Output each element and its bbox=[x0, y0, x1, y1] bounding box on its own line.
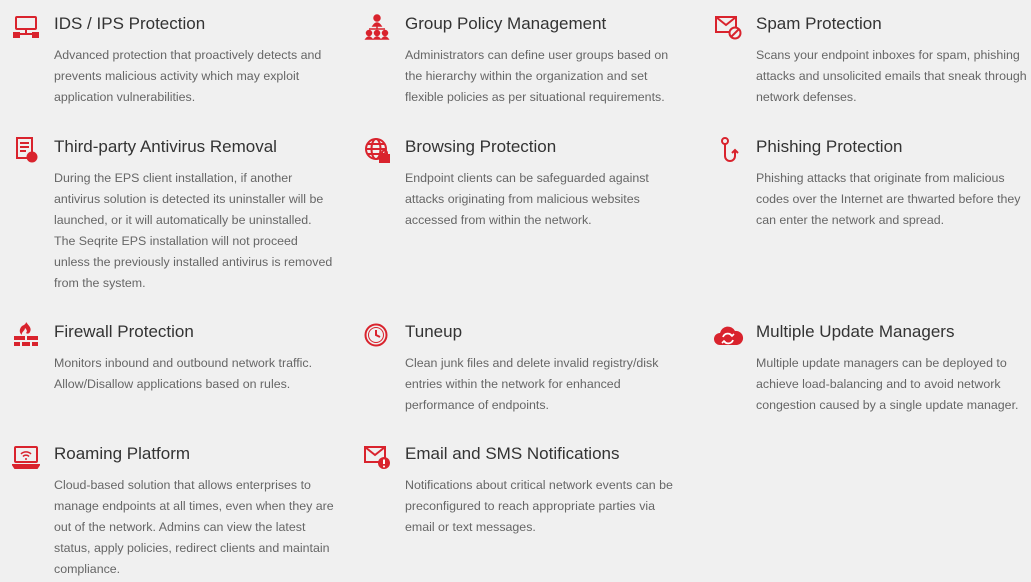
feature-description: Advanced protection that proactively detects and prevents malicious activity which may exploit application vulnerabilities. bbox=[54, 48, 322, 104]
feature-phishing-protection bbox=[756, 136, 1031, 231]
feature-email-sms-notifications bbox=[405, 443, 705, 538]
feature-title: Firewall Protection bbox=[54, 322, 194, 341]
blocked-mail-icon bbox=[714, 13, 742, 41]
feature-description: Endpoint clients can be safeguarded against attacks originating from malicious websites accessed from within the network. bbox=[405, 171, 649, 227]
feature-title: Browsing Protection bbox=[405, 137, 557, 156]
feature-description: Monitors inbound and outbound network traffic. Allow/Disallow applications based on rules. bbox=[54, 356, 313, 391]
feature-description: Administrators can define user groups based on the hierarchy within the organization and set flexible policies as per situational requirements. bbox=[405, 48, 669, 104]
laptop-wifi-icon bbox=[12, 443, 40, 471]
network-monitor-icon bbox=[12, 13, 40, 41]
feature-title: Tuneup bbox=[405, 322, 463, 341]
feature-ids-ips-protection bbox=[54, 13, 354, 108]
feature-spam-protection bbox=[756, 13, 1031, 108]
feature-description: Cloud-based solution that allows enterprises to manage endpoints at all times, even when they are out of the network. Admins can view the latest status, apply policies, redirect clients and maintain compliance. bbox=[54, 478, 334, 576]
feature-firewall-protection bbox=[54, 321, 354, 395]
feature-description: Clean junk files and delete invalid registry/disk entries within the network for enhanced performance of endpoints. bbox=[405, 356, 659, 412]
feature-description: Multiple update managers can be deployed to achieve load-balancing and to avoid network congestion caused by a single update manager. bbox=[756, 356, 1019, 412]
feature-tuneup bbox=[405, 321, 705, 416]
feature-title: Third-party Antivirus Removal bbox=[54, 137, 277, 156]
firewall-icon bbox=[12, 321, 40, 349]
feature-title: Group Policy Management bbox=[405, 14, 607, 33]
feature-roaming-platform bbox=[54, 443, 354, 580]
feature-title: Spam Protection bbox=[756, 14, 882, 33]
group-hierarchy-icon bbox=[363, 13, 391, 41]
feature-description: Phishing attacks that originate from malicious codes over the Internet are thwarted before they can enter the network and spread. bbox=[756, 171, 1021, 227]
feature-description: During the EPS client installation, if another antivirus solution is detected its uninstaller will be launched, or it will automatically be uninstalled. The Seqrite EPS installation will not proceed unless the previously installed antivirus is removed from the system. bbox=[54, 171, 333, 290]
fishing-hook-icon bbox=[714, 136, 742, 164]
feature-title: Email and SMS Notifications bbox=[405, 444, 620, 463]
feature-description: Notifications about critical network events can be preconfigured to reach appropriate parties via email or text messages. bbox=[405, 478, 673, 534]
mail-alert-icon bbox=[363, 443, 391, 471]
feature-group-policy-management bbox=[405, 13, 705, 108]
feature-title: IDS / IPS Protection bbox=[54, 14, 206, 33]
feature-description: Scans your endpoint inboxes for spam, phishing attacks and unsolicited emails that sneak through network defenses. bbox=[756, 48, 1027, 104]
feature-title: Multiple Update Managers bbox=[756, 322, 955, 341]
feature-third-party-antivirus-removal bbox=[54, 136, 354, 294]
feature-title: Roaming Platform bbox=[54, 444, 191, 463]
feature-browsing-protection bbox=[405, 136, 705, 231]
feature-title: Phishing Protection bbox=[756, 137, 903, 156]
feature-multiple-update-managers bbox=[756, 321, 1031, 416]
document-removal-icon bbox=[12, 136, 40, 164]
globe-lock-icon bbox=[363, 136, 391, 164]
clock-icon bbox=[363, 321, 391, 349]
cloud-sync-icon bbox=[712, 321, 744, 349]
